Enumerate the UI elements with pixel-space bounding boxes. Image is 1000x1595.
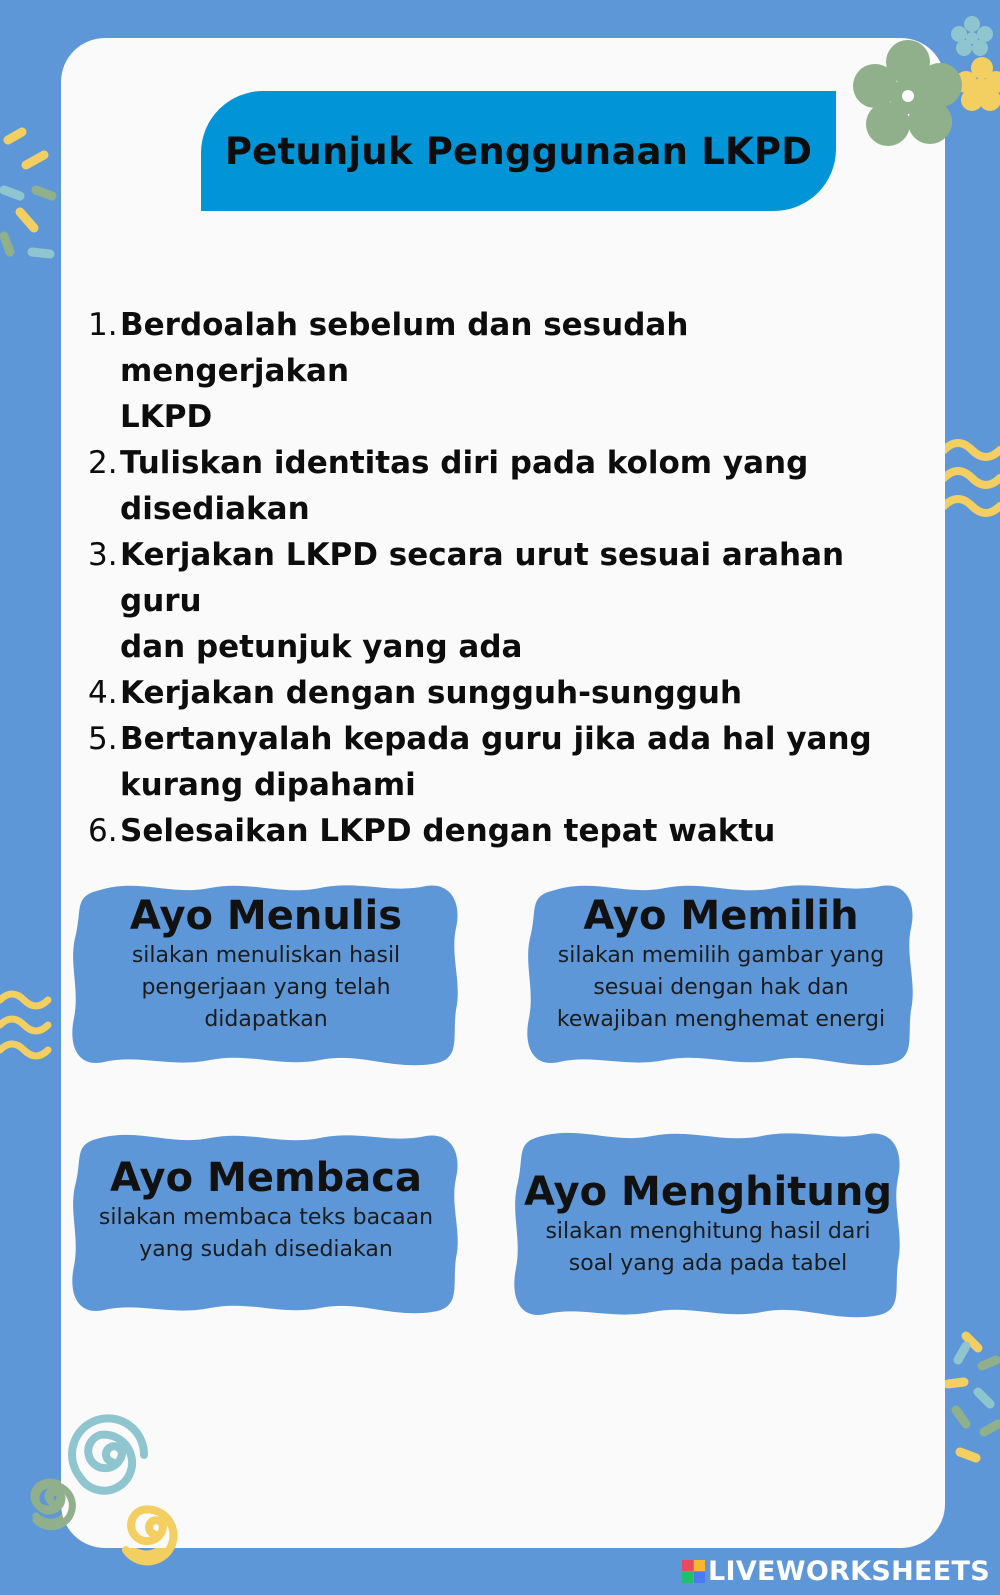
- watermark: [682, 1556, 990, 1587]
- confetti-left-top: [4, 132, 52, 254]
- list-number: 1.: [88, 307, 118, 343]
- page-title: Petunjuk Penggunaan LKPD: [224, 129, 813, 173]
- list-line: Kerjakan dengan sungguh-sungguh: [120, 675, 743, 711]
- list-text: [120, 716, 918, 808]
- flower-teal: [951, 16, 993, 56]
- list-line: Tuliskan identitas diri pada kolom yang: [120, 445, 809, 481]
- list-item: [88, 532, 918, 670]
- list-number: 3.: [88, 537, 118, 573]
- list-line: kurang dipahami: [120, 767, 416, 803]
- card-description: [132, 940, 400, 1036]
- list-line: dan petunjuk yang ada: [120, 629, 523, 665]
- list-item: [88, 808, 918, 854]
- list-line: Selesaikan LKPD dengan tepat waktu: [120, 813, 776, 849]
- card-title: Ayo Membaca: [110, 1155, 422, 1201]
- card-ayo-memilih: [525, 878, 917, 1070]
- watermark-text: LIVEWORKSHEETS: [707, 1556, 990, 1587]
- list-line: Bertanyalah kepada guru jika ada hal yang: [120, 721, 872, 757]
- card-ayo-membaca: [70, 1128, 462, 1318]
- list-number: 2.: [88, 445, 118, 481]
- card-desc-line: kewajiban menghemat energi: [556, 1007, 886, 1032]
- list-text: [120, 808, 918, 854]
- list-line: Berdoalah sebelum dan sesudah mengerjakan: [120, 307, 689, 389]
- list-line: Kerjakan LKPD secara urut sesuai arahan guru: [120, 537, 845, 619]
- card-title: Ayo Menulis: [129, 893, 403, 939]
- card-description: [557, 940, 885, 1036]
- title-banner: [201, 91, 836, 211]
- card-desc-line: didapatkan: [204, 1007, 328, 1032]
- list-text: [120, 670, 918, 716]
- list-number: 5.: [88, 721, 118, 757]
- instruction-list: [88, 302, 918, 854]
- list-number: 4.: [88, 675, 118, 711]
- card-ayo-menghitung: [512, 1126, 904, 1322]
- list-item: [88, 440, 918, 532]
- card-desc-line: soal yang ada pada tabel: [568, 1251, 848, 1276]
- card-desc-line: silakan memilih gambar yang: [557, 943, 885, 968]
- confetti-right-bottom: [948, 1336, 998, 1458]
- card-desc-line: yang sudah disediakan: [139, 1237, 393, 1262]
- liveworksheets-logo-icon: [682, 1560, 705, 1583]
- card-desc-line: pengerjaan yang telah: [141, 975, 391, 1000]
- list-item: [88, 670, 918, 716]
- list-number: 6.: [88, 813, 118, 849]
- list-item: [88, 302, 918, 440]
- card-desc-line: silakan menghitung hasil dari: [545, 1219, 871, 1244]
- list-item: [88, 716, 918, 808]
- card-description: [545, 1216, 870, 1280]
- squiggle-left: [0, 994, 48, 1056]
- squiggle-right: [944, 443, 1000, 513]
- list-line: disediakan: [120, 491, 310, 527]
- card-title: Ayo Memilih: [583, 893, 859, 939]
- card-description: [99, 1202, 433, 1266]
- list-line: LKPD: [120, 399, 213, 435]
- card-desc-line: sesuai dengan hak dan: [593, 975, 849, 1000]
- card-title: Ayo Menghitung: [524, 1169, 892, 1215]
- list-text: [120, 532, 918, 670]
- flower-yellow: [955, 57, 1000, 111]
- card-desc-line: silakan membaca teks bacaan: [98, 1205, 434, 1230]
- list-text: [120, 440, 918, 532]
- card-desc-line: silakan menuliskan hasil: [131, 943, 401, 968]
- card-ayo-menulis: [70, 878, 462, 1070]
- list-text: [120, 302, 918, 440]
